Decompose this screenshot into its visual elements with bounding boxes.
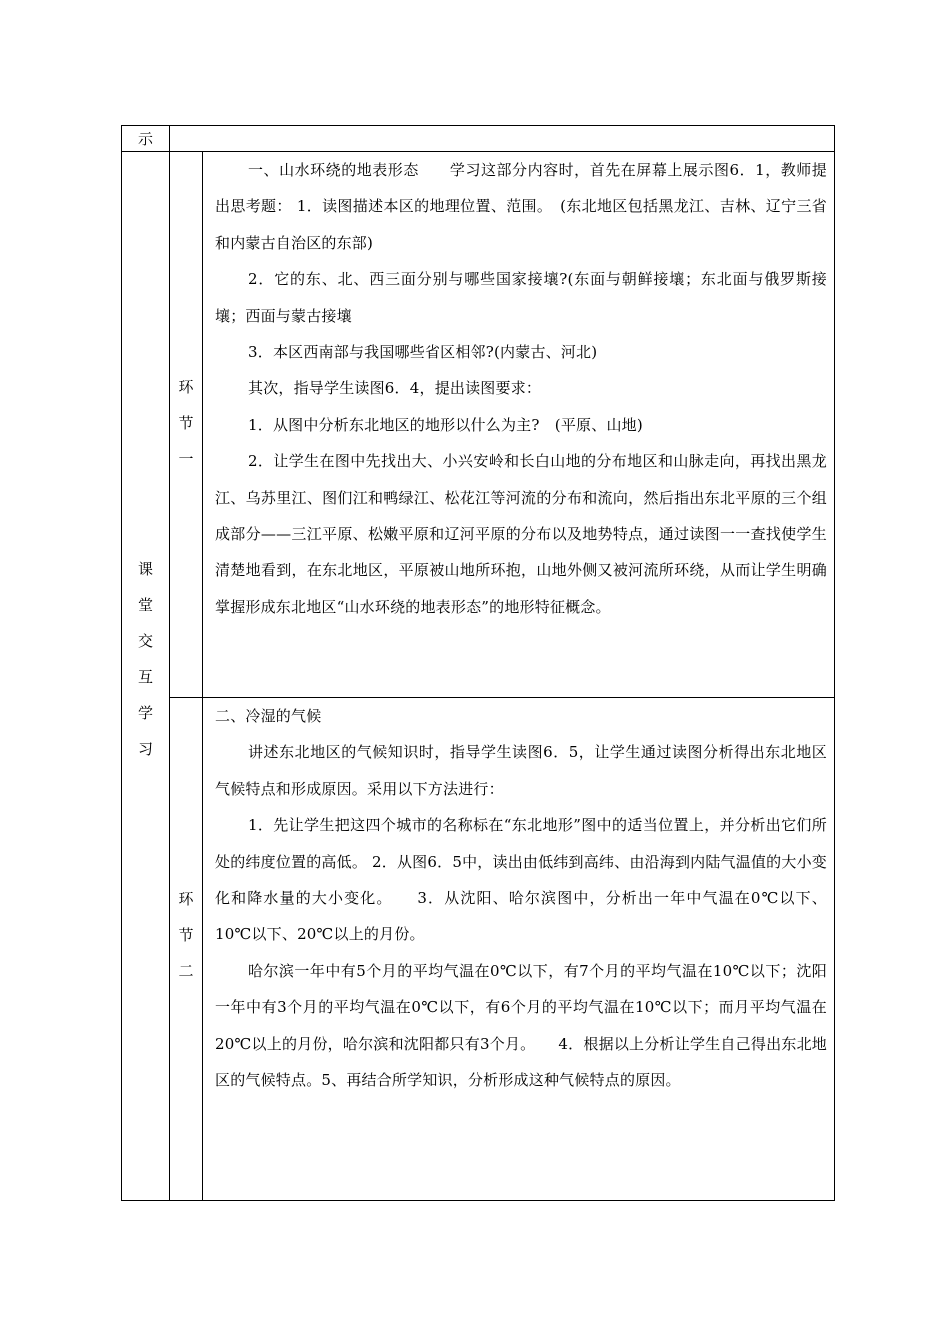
section-label-char: 交	[137, 632, 153, 650]
section-label-char: 互	[137, 668, 153, 686]
header-label: 示	[137, 130, 153, 148]
segment1-paragraph: 3．本区西南部与我国哪些省区相邻?(内蒙古、河北)	[248, 343, 598, 362]
segment1-row	[122, 152, 835, 698]
section-label	[122, 152, 169, 767]
segment1-content	[203, 152, 834, 625]
segment2-label-char: 环	[178, 890, 194, 908]
segment1-content-cell	[203, 152, 835, 698]
segment1-paragraph: 2．让学生在图中先找出大、小兴安岭和长白山地的分布地区和山脉走向，再找出黑龙江、乌苏里江、图们江和鸭绿江、松花江等河流的分布和流向，然后指出东北平原的三个组成部分——三江平原、松嫩平原和辽河平原的分布以及地势特点，通过读图一一查找使学生清楚地看到，在东北地区，平原被山地所环抱，山地外侧又被河流所环绕，从而让学生明确掌握形成东北地区“山水环绕的地表形态”的地形特征概念。	[215, 452, 827, 616]
section-label-cell	[122, 152, 170, 1201]
section-label-char: 课	[137, 560, 153, 578]
segment2-paragraph: 讲述东北地区的气候知识时，指导学生读图6．5，让学生通过读图分析得出东北地区气候特点和形成原因。采用以下方法进行：	[215, 743, 827, 798]
segment1-paragraph: 一、山水环绕的地表形态 学习这部分内容时，首先在屏幕上展示图6．1，教师提出思考题： 1．读图描述本区的地理位置、范围。 (东北地区包括黑龙江、吉林、辽宁三省和内蒙古自治区的东部)	[215, 161, 827, 252]
lesson-plan-table	[121, 125, 835, 1201]
segment2-title: 二、冷湿的气候	[215, 707, 322, 725]
segment2-label-char: 二	[178, 962, 194, 980]
segment2-paragraph: 哈尔滨一年中有5个月的平均气温在0℃以下，有7个月的平均气温在10℃以下；沈阳一年中有3个月的平均气温在0℃以下，有6个月的平均气温在10℃以下；而月平均气温在20℃以上的月份，哈尔滨和沈阳都只有3个月。 4．根据以上分析让学生自己得出东北地区的气候特点。5、再结合所学知识，分析形成这种气候特点的原因。	[215, 961, 827, 1090]
segment2-paragraph: 1．先让学生把这四个城市的名称标在“东北地形”图中的适当位置上，并分析出它们所处的纬度位置的高低。 2．从图6．5中，读出由低纬到高纬、由沿海到内陆气温值的大小变化和降水量的大小变化。 3．从沈阳、哈尔滨图中，分析出一年中气温在0℃以下、10℃以下、20℃以上的月份。	[215, 816, 827, 944]
section-label-char: 习	[137, 740, 153, 758]
segment1-label-char: 环	[178, 378, 194, 396]
segment1-label	[170, 152, 202, 477]
segment2-label	[170, 698, 202, 989]
segment1-label-cell	[170, 152, 203, 698]
header-label-cell	[122, 126, 170, 152]
header-empty-cell	[170, 126, 835, 152]
header-row	[122, 126, 835, 152]
segment1-paragraph: 2．它的东、北、西三面分别与哪些国家接壤?(东面与朝鲜接壤；东北面与俄罗斯接壤；西面与蒙古接壤	[215, 270, 827, 325]
segment2-content-cell	[203, 698, 835, 1201]
segment1-label-char: 一	[178, 450, 194, 468]
segment2-content	[203, 698, 834, 1098]
section-label-char: 学	[137, 704, 153, 722]
segment1-paragraph: 其次，指导学生读图6．4，提出读图要求：	[248, 379, 542, 398]
segment2-row	[122, 698, 835, 1201]
section-label-char: 堂	[137, 596, 153, 614]
segment1-paragraph: 1．从图中分析东北地区的地形以什么为主? (平原、山地)	[248, 415, 643, 434]
segment1-label-char: 节	[178, 414, 194, 432]
segment2-label-cell	[170, 698, 203, 1201]
segment2-label-char: 节	[178, 926, 194, 944]
